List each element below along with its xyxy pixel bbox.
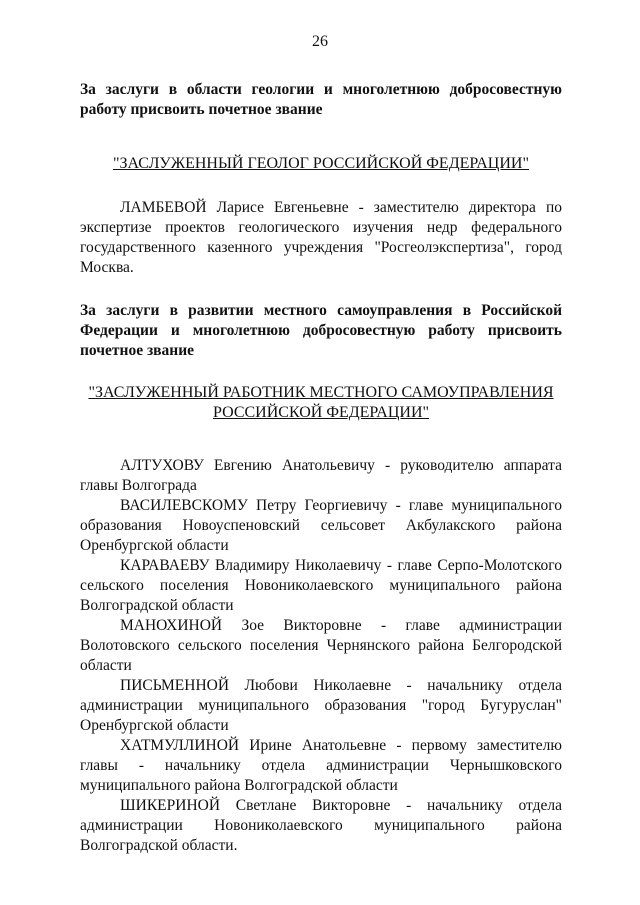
award-entry-karavaev: КАРАВАЕВУ Владимиру Николаевичу - главе Серпо-Молотского сельского поселения Новониколаевского муниципального района Волгоградской области [80,557,562,614]
award-entry-pismennaya: ПИСЬМЕННОЙ Любови Николаевне - начальнику отдела администрации муниципального образования "город Бугуруслан" Оренбургской области [80,677,562,734]
award-entry-vasilevsky: ВАСИЛЕВСКОМУ Петру Георгиевичу - главе муниципального образования Новоуспеновский сельсовет Акбулакского района Оренбургской области [80,497,562,554]
award-entry-lambeva: ЛАМБЕВОЙ Ларисе Евгеньевне - заместителю директора по экспертизе проектов геологического изучения недр федерального государственного казенного учреждения "Росгеолэкспертиза", город Москва. [80,199,562,276]
honorary-title-geologist-text: "ЗАСЛУЖЕННЫЙ ГЕОЛОГ РОССИЙСКОЙ ФЕДЕРАЦИИ" [113,155,529,172]
honorary-title-line1: "ЗАСЛУЖЕННЫЙ РАБОТНИК МЕСТНОГО САМОУПРАВЛЕНИЯ [88,384,554,401]
honorary-title-geologist [80,154,562,174]
page-number: 26 [312,33,328,50]
award-entry-shikerina: ШИКЕРИНОЙ Светлане Викторовне - начальнику отдела администрации Новониколаевского муниципального района Волгоградской области. [80,797,562,854]
document-body [80,80,562,856]
decree-geology: За заслуги в области геологии и многолетнюю добросовестную работу присвоить почетное звание [80,81,562,118]
award-entry-altukhov: АЛТУХОВУ Евгению Анатольевичу - руководителю аппарата главы Волгограда [80,457,562,494]
honorary-title-line2: РОССИЙСКОЙ ФЕДЕРАЦИИ" [212,404,430,421]
award-entry-manokhina: МАНОХИНОЙ Зое Викторовне - главе администрации Волотовского сельского поселения Чернянского района Белгородской области [80,617,562,674]
award-entry-khatmullina: ХАТМУЛЛИНОЙ Ирине Анатольевне - первому заместителю главы - начальнику отдела администрации Чернышковского муниципального района Волгоградской области [80,737,562,794]
honorary-title-local-government [80,383,562,423]
decree-local-government: За заслуги в развитии местного самоуправления в Российской Федерации и многолетнюю добросовестную работу присвоить почетное звание [80,302,562,359]
